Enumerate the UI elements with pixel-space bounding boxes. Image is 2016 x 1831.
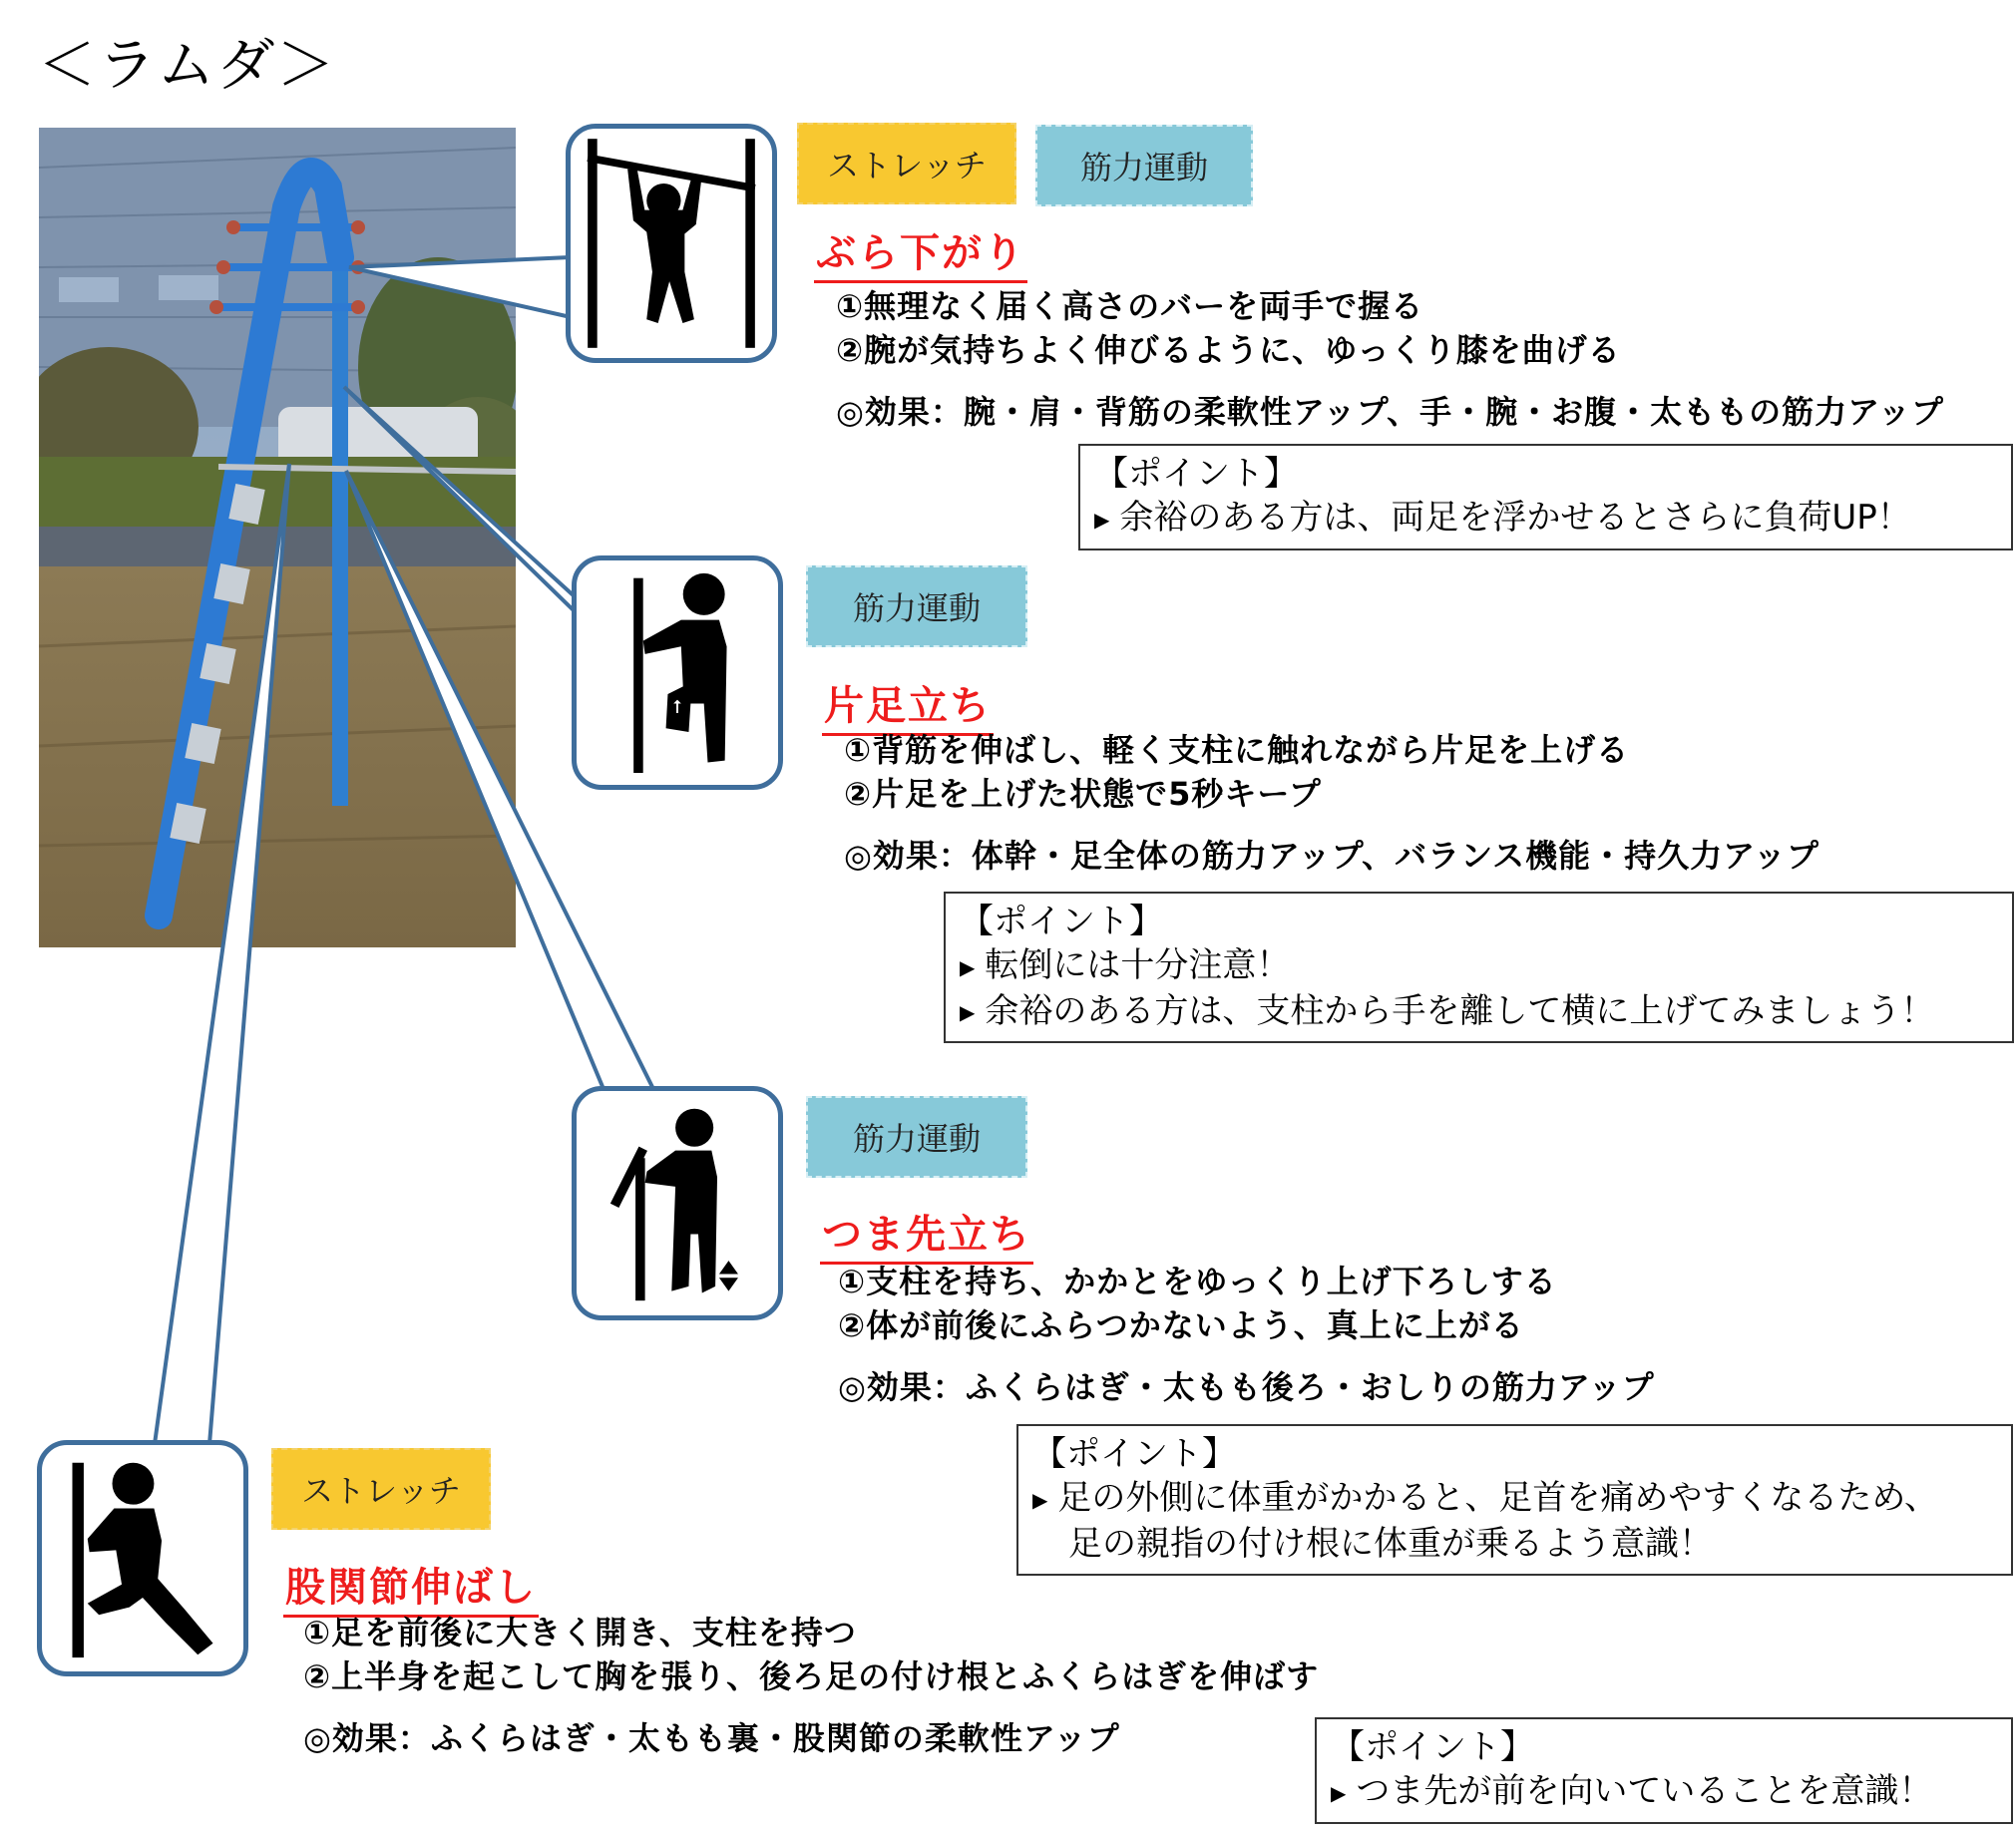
hip-stretch-icon [37, 1440, 248, 1676]
exercise-title: ぶら下がり [814, 221, 1027, 283]
point-box [1016, 1424, 2013, 1576]
point-bullet: ▶ 足の外側に体重がかかると、足首を痛めやすくなるため、 [1032, 1478, 1939, 1518]
tag-stretch: ストレッチ [271, 1448, 491, 1530]
point-heading: 【ポイント】 [1032, 1434, 1236, 1474]
point-bullet: 足の親指の付け根に体重が乗るよう意識！ [1068, 1523, 1713, 1564]
point-heading: 【ポイント】 [1094, 454, 1298, 494]
bullet-icon: ▶ [1331, 1780, 1347, 1805]
step-text: ②腕が気持ちよく伸びるように、ゆっくり膝を曲げる [836, 331, 1621, 369]
equipment-photo [39, 128, 516, 947]
effect-text: ◎効果：腕・肩・背筋の柔軟性アップ、手・腕・お腹・太ももの筋力アップ [836, 393, 1944, 431]
point-bullet: ▶ 転倒には十分注意！ [960, 945, 1291, 985]
point-box [944, 892, 2014, 1043]
point-bullet: ▶ つま先が前を向いていることを意識！ [1331, 1771, 1933, 1811]
step-text: ②片足を上げた状態で5秒キープ [844, 775, 1322, 813]
point-heading: 【ポイント】 [1331, 1727, 1534, 1767]
tiptoe-stand-icon [572, 1086, 783, 1320]
step-text: ①足を前後に大きく開き、支柱を持つ [303, 1614, 857, 1651]
tag-strength: 筋力運動 [806, 1096, 1027, 1178]
bullet-icon: ▶ [960, 1000, 976, 1024]
step-text: ②上半身を起こして胸を張り、後ろ足の付け根とふくらはぎを伸ばす [303, 1657, 1320, 1695]
page-title: ＜ラムダ＞ [38, 31, 337, 99]
effect-text: ◎効果：ふくらはぎ・太もも裏・股関節の柔軟性アップ [303, 1719, 1120, 1757]
exercise-title: つま先立ち [820, 1203, 1033, 1265]
point-box [1078, 444, 2013, 550]
bullet-icon: ▶ [1094, 507, 1110, 532]
one-leg-stand-icon [572, 555, 783, 790]
effect-text: ◎効果：体幹・足全体の筋力アップ、バランス機能・持久力アップ [844, 837, 1819, 875]
tag-stretch: ストレッチ [797, 123, 1016, 204]
point-box [1315, 1717, 2013, 1824]
bullet-icon: ▶ [960, 954, 976, 979]
bullet-icon: ▶ [1032, 1487, 1048, 1512]
step-text: ①無理なく届く高さのバーを両手で握る [836, 287, 1424, 325]
point-bullet: ▶ 余裕のある方は、両足を浮かせるとさらに負荷UP！ [1094, 498, 1911, 538]
point-heading: 【ポイント】 [960, 902, 1163, 941]
hanging-figure-icon [566, 124, 777, 363]
exercise-title: 股関節伸ばし [283, 1556, 539, 1618]
point-bullet: ▶ 余裕のある方は、支柱から手を離して横に上げてみましょう！ [960, 990, 1935, 1031]
tag-strength: 筋力運動 [1035, 125, 1253, 206]
step-text: ②体が前後にふらつかないよう、真上に上がる [838, 1306, 1524, 1344]
tag-strength: 筋力運動 [806, 565, 1027, 647]
exercise-title: 片足立ち [822, 674, 994, 736]
step-text: ①背筋を伸ばし、軽く支柱に触れながら片足を上げる [844, 731, 1630, 769]
step-text: ①支柱を持ち、かかとをゆっくり上げ下ろしする [838, 1263, 1557, 1300]
effect-text: ◎効果：ふくらはぎ・太もも後ろ・おしりの筋力アップ [838, 1368, 1655, 1406]
